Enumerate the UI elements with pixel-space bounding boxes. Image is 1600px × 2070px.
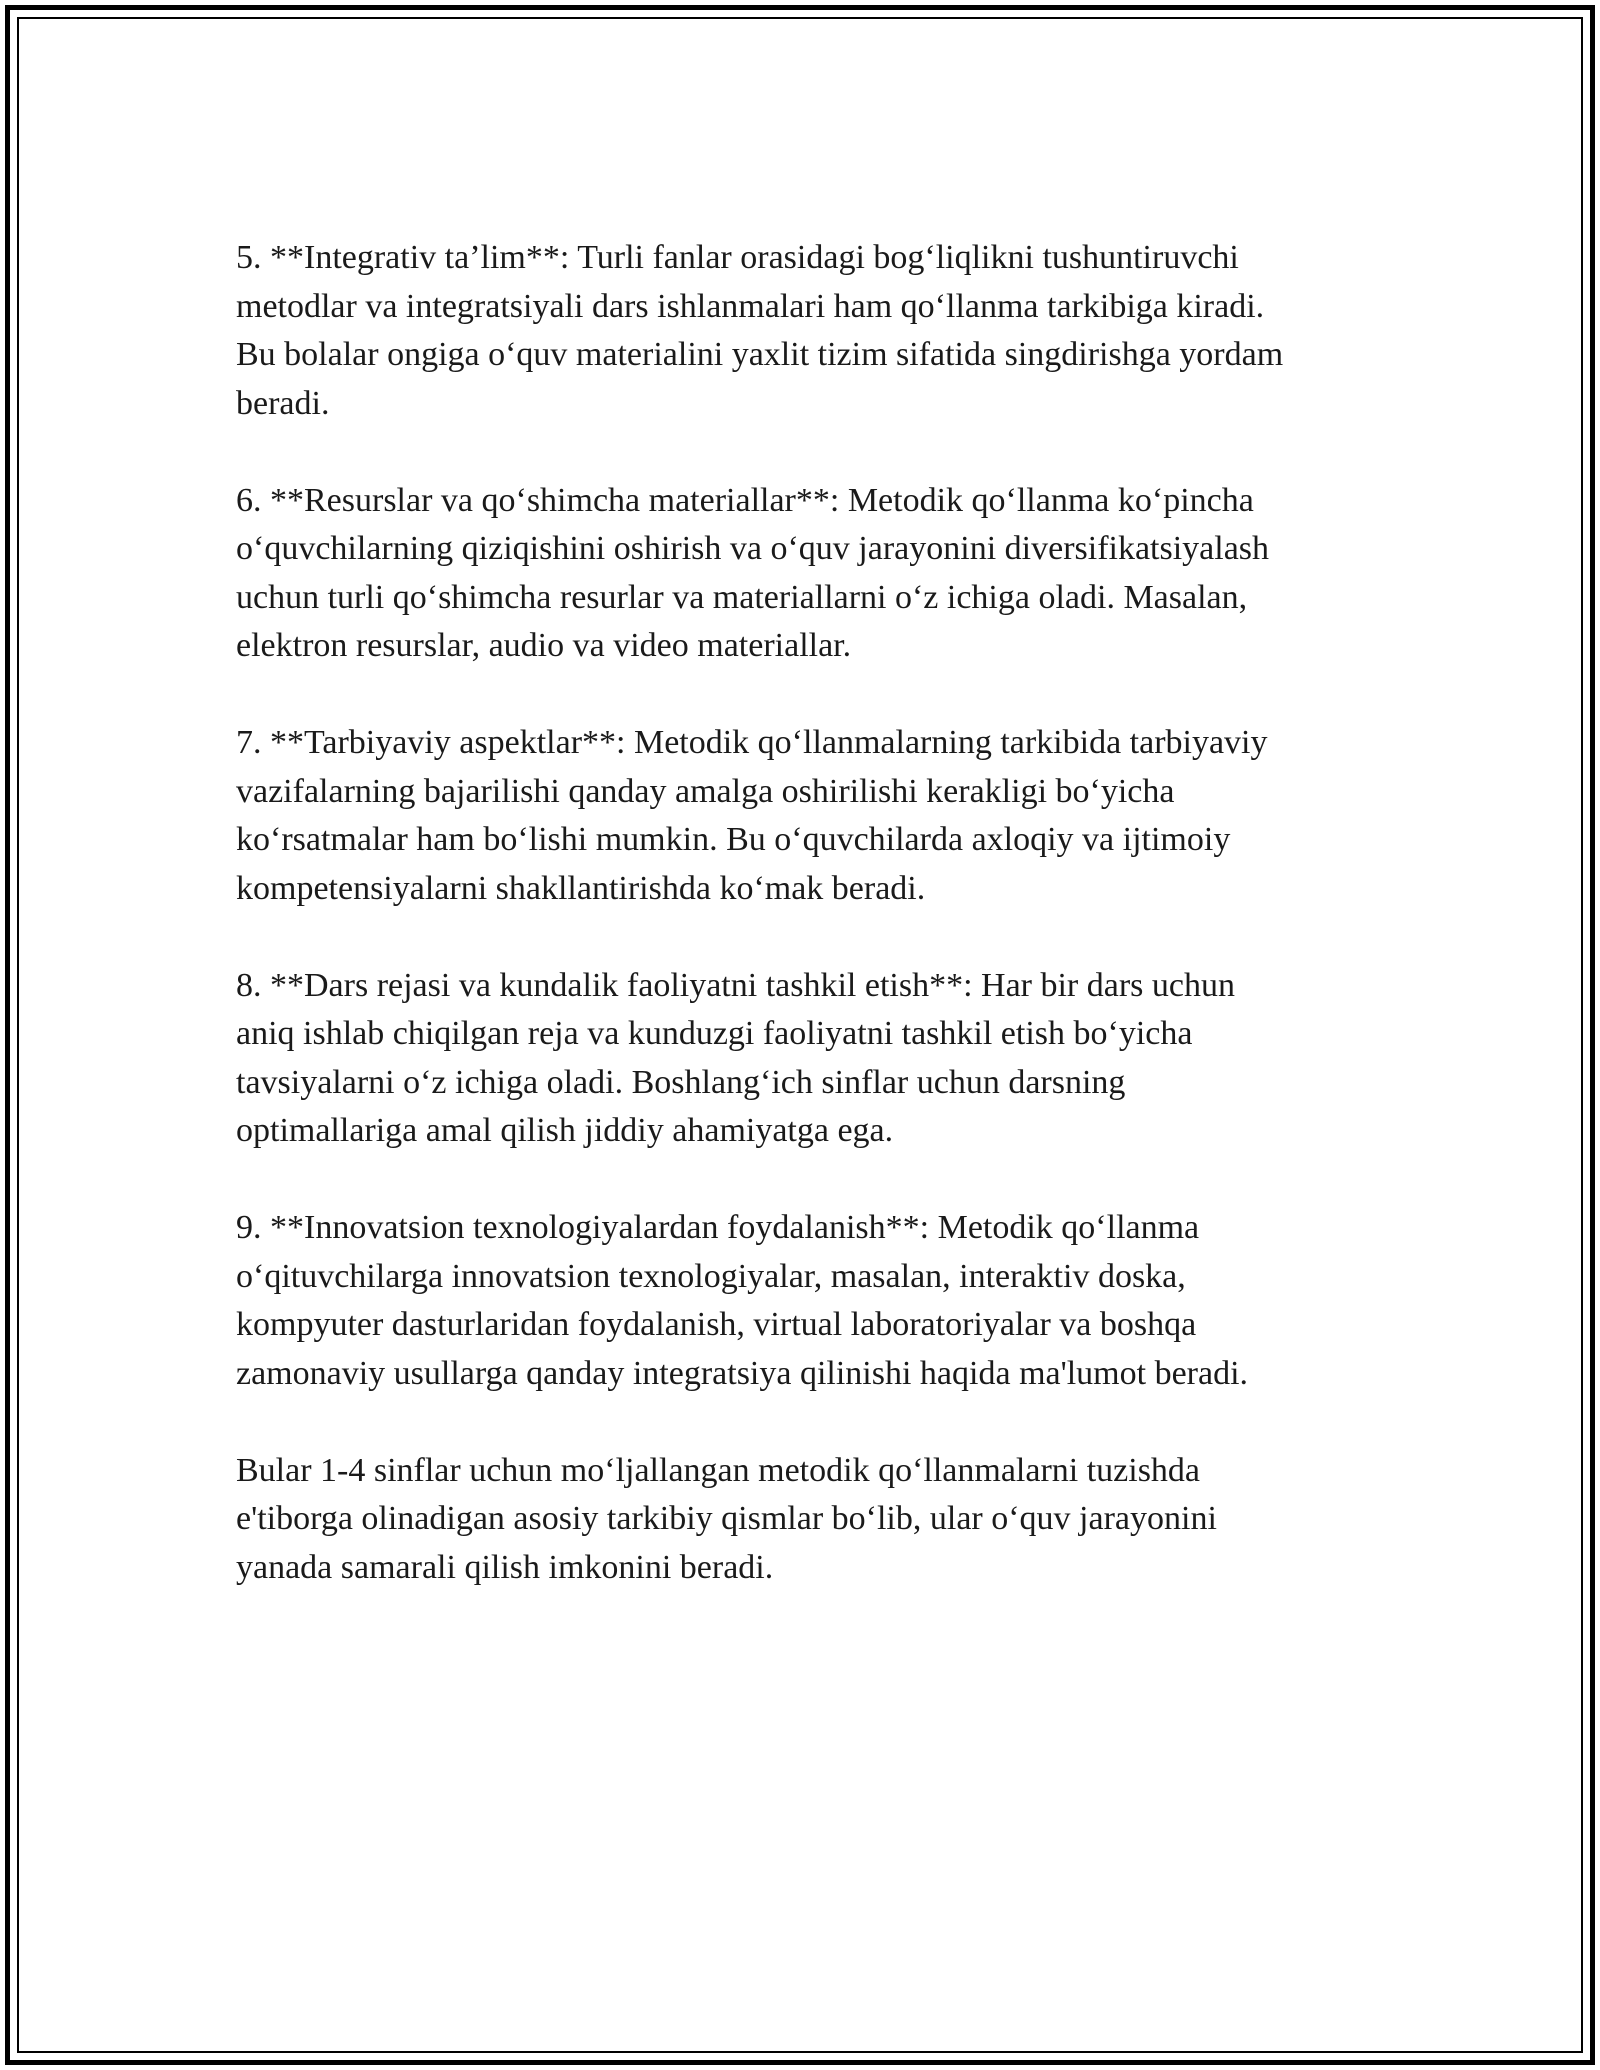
paragraph-integrativ-talim: 5. **Integrativ ta’lim**: Turli fanlar orasidagi bog‘liqlikni tushuntiruvchi metodlar va integratsiyali dars ishlanmalari ham qo‘llanma tarkibiga kiradi. Bu bolalar ongiga o‘quv materialini yaxlit tizim sifatida singdirishga yordam beradi. (236, 239, 1284, 422)
paragraph-innovatsion-texnologiyalar: 9. **Innovatsion texnologiyalardan foydalanish**: Metodik qo‘llanma o‘qituvchilarga innovatsion texnologiyalar, masalan, interaktiv doska, kompyuter dasturlaridan foydalanish, virtual laboratoriyalar va boshqa zamonaviy usullarga qanday integratsiya qilinishi haqida ma'lumot beradi. (236, 1209, 1249, 1392)
paragraph-dars-rejasi: 8. **Dars rejasi va kundalik faoliyatni tashkil etish**: Har bir dars uchun aniq ishlab chiqilgan reja va kunduzgi faoliyatni tashkil etish bo‘yicha tavsiyalarni o‘z ichiga oladi. Boshlang‘ich sinflar uchun darsning optimallariga amal qilish jiddiy ahamiyatga ega. (236, 966, 1235, 1149)
paragraph-resurslar: 6. **Resurslar va qo‘shimcha materiallar**: Metodik qo‘llanma ko‘pincha o‘quvchilarning qiziqishini oshirish va o‘quv jarayonini diversifikatsiyalash uchun turli qo‘shimcha resurlar va materiallarni o‘z ichiga oladi. Masalan, elektron resurslar, audio va video materiallar. (236, 481, 1270, 664)
document-body (236, 234, 1396, 1641)
paragraph-conclusion: Bular 1-4 sinflar uchun mo‘ljallangan metodik qo‘llanmalarni tuzishda e'tiborga olinadigan asosiy tarkibiy qismlar bo‘lib, ular o‘quv jarayonini yanada samarali qilish imkonini beradi. (236, 1451, 1217, 1586)
paragraph-tarbiyaviy-aspektlar: 7. **Tarbiyaviy aspektlar**: Metodik qo‘llanmalarning tarkibida tarbiyaviy vazifalarning bajarilishi qanday amalga oshirilishi kerakligi bo‘yicha ko‘rsatmalar ham bo‘lishi mumkin. Bu o‘quvchilarda axloqiy va ijtimoiy kompetensiyalarni shakllantirishda ko‘mak beradi. (236, 724, 1268, 907)
